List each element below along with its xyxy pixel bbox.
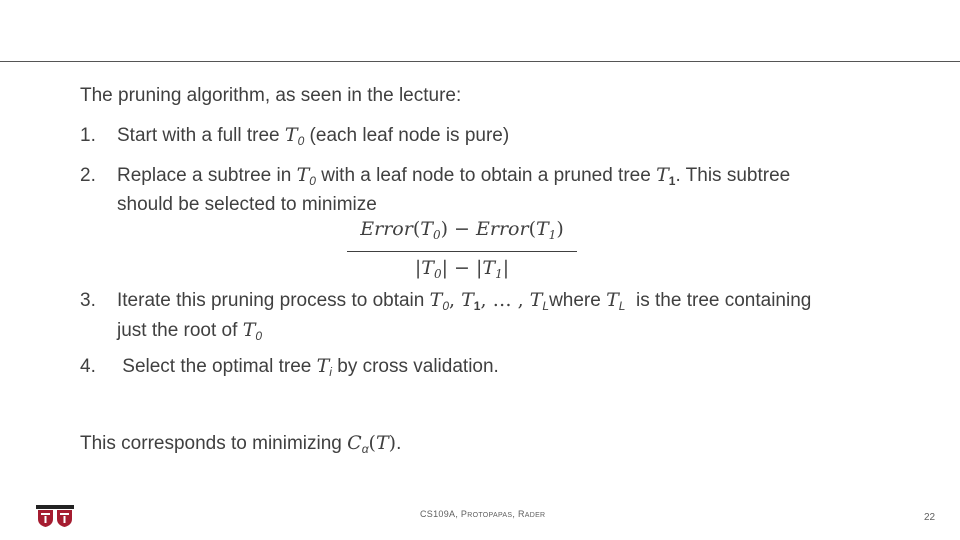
math-subscript: L (542, 299, 550, 313)
conclusion-end: . (396, 433, 402, 454)
math-subscript: 1 (473, 299, 481, 313)
math-symbol: C (347, 432, 362, 454)
list-item-1 (80, 123, 509, 153)
math-subscript: i (329, 365, 332, 379)
math-symbol: T (284, 124, 298, 146)
math-separator: , (449, 289, 462, 311)
formula-symbol: T (535, 218, 549, 240)
item-text: Select the optimal tree (117, 356, 317, 377)
logo-detail (41, 513, 50, 515)
formula-subscript: 0 (433, 267, 442, 281)
item-number: 4. (80, 356, 96, 377)
footer-part: CS109A, P (420, 509, 468, 519)
logo-band (36, 505, 74, 509)
math-subscript: L (618, 299, 626, 313)
item-text: Iterate this pruning process to obtain (117, 290, 430, 311)
formula-minus: − (448, 218, 476, 240)
item-text: Start with a full tree (117, 125, 285, 146)
university-logo (36, 505, 74, 527)
math-symbol: T (375, 432, 389, 454)
formula-denominator: $|T_0| - |T_1|$ (414, 257, 510, 281)
math-symbol: T (529, 289, 543, 311)
formula-subscript: 0 (432, 228, 441, 242)
math-symbol: T (429, 289, 443, 311)
paren: ( (412, 218, 421, 240)
math-symbol: T (461, 289, 474, 311)
logo-detail (45, 516, 47, 523)
formula-term: Error (360, 218, 413, 240)
conclusion-text: This corresponds to minimizing (80, 433, 348, 454)
item-text: where (549, 290, 607, 311)
page-number: 22 (924, 512, 936, 523)
logo-detail (64, 516, 66, 523)
paren: ) (388, 432, 397, 454)
formula-symbol: T (420, 218, 433, 240)
math-separator: , … , (480, 289, 530, 311)
paren: ( (528, 218, 536, 240)
list-item-3 (80, 288, 811, 348)
item-number: 3. (80, 290, 96, 311)
conclusion-line (80, 431, 401, 461)
math-subscript: 0 (442, 299, 450, 313)
logo-detail (60, 513, 69, 515)
math-symbol: T (606, 289, 619, 311)
item-text-line2 (80, 318, 811, 348)
item-text-line2: should be selected to minimize (117, 194, 377, 215)
list-item-2 (80, 163, 790, 217)
paren: ) (440, 218, 448, 240)
intro-text: The pruning algorithm, as seen in the lecture: (80, 85, 462, 106)
footer-part: ROTOPAPAS (467, 512, 513, 519)
math-subscript: 0 (255, 329, 263, 343)
item-text: with a leaf node to obtain a pruned tree (315, 165, 657, 186)
math-subscript: α (361, 442, 369, 456)
paren: ) (556, 218, 564, 240)
item-text: Replace a subtree in (117, 165, 297, 186)
math-symbol: T (316, 355, 330, 377)
formula-symbol: T (421, 257, 434, 279)
formula-term: Error (476, 218, 529, 240)
paren: ( (368, 432, 376, 454)
math-symbol: T (296, 164, 310, 186)
formula-subscript: 1 (495, 267, 503, 281)
math-subscript: 1 (668, 174, 676, 188)
math-symbol: T (656, 164, 669, 186)
item-text: is the tree containing (625, 290, 812, 311)
math-subscript: 0 (309, 174, 316, 188)
math-subscript: 0 (297, 134, 305, 148)
formula-symbol: T (482, 257, 496, 279)
footer-course-text (420, 509, 545, 519)
item-text: (each leaf node is pure) (304, 125, 510, 146)
math-symbol: T (242, 319, 256, 341)
item-number: 2. (80, 165, 96, 186)
footer-part: ADER (524, 512, 546, 519)
footer-part: , R (512, 509, 525, 519)
minimization-formula (347, 217, 577, 286)
item-text: . This subtree (675, 165, 791, 186)
list-item-4 (80, 354, 499, 384)
header-rule (0, 61, 960, 62)
item-text: just the root of (117, 320, 243, 341)
formula-subscript: 1 (548, 228, 557, 242)
formula-numerator (347, 217, 577, 251)
item-text: by cross validation. (331, 356, 499, 377)
title-area (0, 0, 960, 61)
item-number: 1. (80, 125, 96, 146)
